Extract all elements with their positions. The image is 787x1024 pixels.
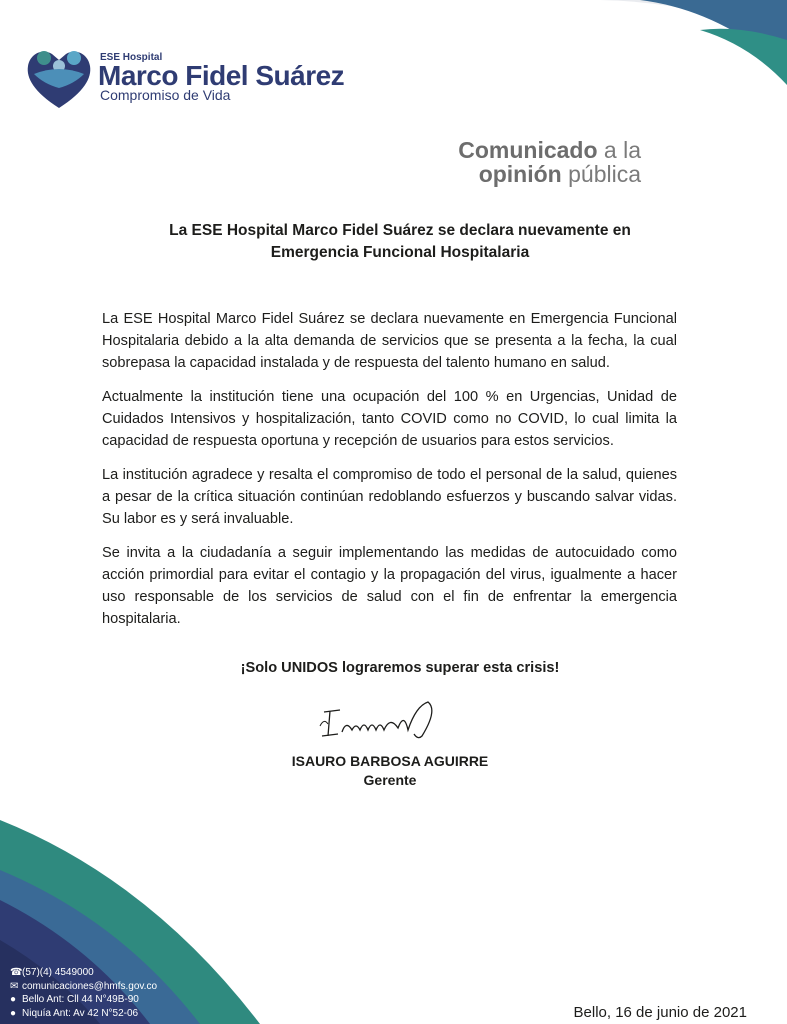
logo-small-text: ESE Hospital (100, 52, 163, 63)
paragraph: Actualmente la institución tiene una ocupación del 100 % en Urgencias, Unidad de Cuidados Intensivos y hospitalización, tanto COVID como no COVID, lo cual limita la capacidad de respuesta oportuna y recepción de usuarios para estos servicios. (102, 389, 677, 449)
comunicado-light-2: pública (561, 161, 641, 187)
handwritten-signature (318, 696, 468, 744)
location-pin-icon: ● (10, 1007, 17, 1019)
contact-address-1: Bello Ant: Cll 44 N°49B-90 (22, 994, 139, 1005)
location-pin-icon: ● (10, 994, 17, 1005)
headline (80, 220, 720, 264)
paragraph: Se invita a la ciudadanía a seguir implementando las medidas de autocuidado como acción primordial para evitar el contagio y la propagación del virus, igualmente a hacer uso responsable de los servicios de salud con el fin de enfrentar la emergencia hospitalaria. (102, 545, 677, 627)
paragraph: La ESE Hospital Marco Fidel Suárez se declara nuevamente en Emergencia Funcional Hospitalaria debido a la alta demanda de servicios que se presenta a la fecha, la cual sobrepasa la capacidad instalada y de respuesta del talento humano en salud. (102, 311, 677, 371)
paragraph: La institución agradece y resalta el compromiso de todo el personal de la salud, quienes a pesar de la crítica situación continúan redoblando esfuerzos y buscando salvar vidas. Su labor es y será invaluable. (102, 467, 677, 527)
heart-people-icon (24, 44, 94, 110)
contact-email: comunicaciones@hmfs.gov.co (22, 980, 158, 992)
phone-icon: ☎ (10, 967, 23, 978)
comunicado-title (458, 138, 641, 186)
body-text (102, 308, 677, 642)
comunicado-light-1: a la (597, 137, 641, 163)
contact-info (10, 966, 157, 1020)
comunicado-bold-1: Comunicado (458, 137, 598, 163)
slogan: ¡Solo UNIDOS lograremos superar esta crisis! (240, 660, 560, 676)
signer-block (240, 752, 540, 790)
logo-hospital-name: Marco Fidel Suárez (98, 60, 345, 91)
headline-line-2: Emergencia Funcional Hospitalaria (270, 244, 530, 261)
document-date: Bello, 16 de junio de 2021 (573, 1004, 747, 1021)
headline-line-1: La ESE Hospital Marco Fidel Suárez se declara nuevamente en (169, 222, 631, 239)
comunicado-bold-2: opinión (478, 161, 562, 187)
signer-title: Gerente (363, 772, 417, 788)
mail-icon: ✉ (10, 980, 19, 992)
logo-tagline: Compromiso de Vida (100, 87, 231, 103)
hospital-logo (24, 44, 364, 114)
signer-name: ISAURO BARBOSA AGUIRRE (291, 753, 489, 769)
contact-address-2: Niquía Ant: Av 42 N°52-06 (22, 1007, 139, 1019)
contact-phone: (57)(4) 4549000 (22, 967, 94, 978)
